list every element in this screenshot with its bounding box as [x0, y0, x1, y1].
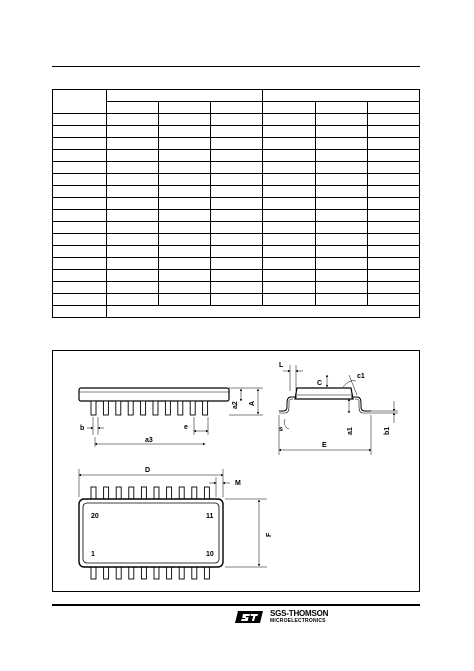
table-sub-header-cell — [315, 102, 367, 114]
side-lead-pin — [103, 401, 108, 415]
label-s: s — [279, 426, 283, 433]
table-row-label-cell — [53, 210, 107, 222]
table-cell — [211, 258, 263, 270]
table-cell — [263, 234, 315, 246]
table-cell — [159, 174, 211, 186]
table-header-row — [53, 102, 420, 114]
table-cell — [263, 174, 315, 186]
label-c1: c1 — [357, 373, 365, 380]
table-cell — [367, 162, 419, 174]
table-cell — [159, 162, 211, 174]
table-cell — [159, 150, 211, 162]
table-cell — [367, 222, 419, 234]
table-cell — [263, 138, 315, 150]
table-cell — [159, 222, 211, 234]
label-b1: b1 — [384, 426, 391, 435]
table-cell — [107, 114, 159, 126]
table-cell — [367, 198, 419, 210]
table-cell — [263, 210, 315, 222]
top-rule — [52, 66, 420, 67]
table-group-header-cell — [263, 90, 420, 102]
table-cell — [315, 126, 367, 138]
bottom-rule — [52, 604, 420, 606]
table-sub-header-cell — [263, 102, 315, 114]
table-row — [53, 126, 420, 138]
pin-label-20: 20 — [91, 513, 99, 520]
table-row — [53, 246, 420, 258]
table-cell — [315, 174, 367, 186]
table-sub-header-cell — [159, 102, 211, 114]
side-lead-pin — [153, 401, 158, 415]
table-row — [53, 234, 420, 246]
table-cell — [107, 210, 159, 222]
table-cell — [367, 150, 419, 162]
table-cell — [211, 198, 263, 210]
table-cell — [367, 282, 419, 294]
table-cell — [315, 270, 367, 282]
table-cell — [159, 126, 211, 138]
label-A: A — [249, 400, 256, 406]
table-cell — [211, 114, 263, 126]
table-cell — [159, 138, 211, 150]
table-row-label-cell — [53, 234, 107, 246]
pin-label-11: 11 — [206, 513, 214, 520]
table-cell — [315, 114, 367, 126]
table-cell — [367, 234, 419, 246]
table-cell — [107, 150, 159, 162]
table-cell — [107, 138, 159, 150]
table-cell — [211, 246, 263, 258]
table-cell — [367, 270, 419, 282]
label-a3: a3 — [145, 437, 153, 444]
pin-label-10: 10 — [206, 551, 214, 558]
side-lead-pin — [203, 401, 208, 415]
table-row-label-cell — [53, 114, 107, 126]
end-view — [279, 362, 398, 455]
table-cell — [263, 246, 315, 258]
table-row-label-cell — [53, 222, 107, 234]
table-cell — [107, 174, 159, 186]
table-cell — [367, 138, 419, 150]
table-row — [53, 294, 420, 306]
label-F: F — [266, 532, 273, 537]
table-cell — [159, 282, 211, 294]
table-cell — [315, 150, 367, 162]
table-cell — [159, 210, 211, 222]
table-row-label-cell — [53, 186, 107, 198]
table-cell — [159, 234, 211, 246]
table-row-label-cell — [53, 246, 107, 258]
label-a1: a1 — [347, 427, 354, 435]
company-name: SGS-THOMSON — [270, 609, 329, 618]
side-lead-pin — [141, 401, 146, 415]
table-header-row — [53, 90, 420, 102]
label-e: e — [184, 424, 188, 431]
table-cell — [211, 222, 263, 234]
table-row-label-cell — [53, 150, 107, 162]
side-lead-pin — [190, 401, 195, 415]
table-cell — [159, 270, 211, 282]
table-cell — [263, 258, 315, 270]
table-cell — [315, 234, 367, 246]
table-cell — [107, 282, 159, 294]
table-cell — [107, 162, 159, 174]
table-cell — [367, 114, 419, 126]
table-sub-header-cell — [367, 102, 419, 114]
table-cell — [211, 150, 263, 162]
table-row — [53, 114, 420, 126]
table-row — [53, 174, 420, 186]
table-cell — [367, 126, 419, 138]
table-cell — [315, 282, 367, 294]
table-cell — [263, 222, 315, 234]
label-L: L — [279, 362, 284, 369]
table-row — [53, 198, 420, 210]
side-lead-pin — [116, 401, 121, 415]
table-cell — [107, 246, 159, 258]
table-cell — [263, 162, 315, 174]
table-cell — [315, 210, 367, 222]
table-corner-cell — [53, 90, 107, 114]
table-row-label-cell — [53, 294, 107, 306]
table-cell — [315, 162, 367, 174]
table-row — [53, 186, 420, 198]
label-C: C — [317, 380, 323, 387]
table-sub-header-cell — [107, 102, 159, 114]
table-cell — [263, 186, 315, 198]
table-cell — [263, 270, 315, 282]
table-cell — [159, 294, 211, 306]
table-cell — [107, 186, 159, 198]
top-view — [79, 467, 273, 579]
table-cell — [211, 162, 263, 174]
table-cell — [211, 282, 263, 294]
table-cell — [263, 294, 315, 306]
table-cell — [107, 222, 159, 234]
table-cell — [211, 138, 263, 150]
label-E: E — [322, 442, 327, 449]
company-logo — [234, 610, 264, 624]
table-cell — [315, 186, 367, 198]
table-cell — [315, 198, 367, 210]
package-drawing-frame — [52, 350, 420, 592]
table-row-label-cell — [53, 270, 107, 282]
table-row — [53, 150, 420, 162]
table-group-header-cell — [107, 90, 263, 102]
table-cell — [211, 174, 263, 186]
table-row — [53, 210, 420, 222]
table-cell — [211, 234, 263, 246]
label-M: M — [235, 480, 241, 487]
table-cell — [159, 114, 211, 126]
label-b: b — [80, 425, 85, 432]
table-cell — [367, 258, 419, 270]
table-cell — [263, 150, 315, 162]
table-cell — [315, 258, 367, 270]
table-merged-cell — [107, 306, 420, 318]
table-row-label-cell — [53, 258, 107, 270]
label-D: D — [145, 467, 151, 474]
table-row — [53, 258, 420, 270]
table-cell — [367, 246, 419, 258]
table-cell — [211, 294, 263, 306]
label-a2: a2 — [232, 401, 239, 409]
package-outline-drawing — [53, 351, 419, 591]
table-cell — [107, 270, 159, 282]
table-row — [53, 306, 420, 318]
table-cell — [107, 198, 159, 210]
table-cell — [159, 258, 211, 270]
table-row-label-cell — [53, 126, 107, 138]
table-cell — [107, 234, 159, 246]
table-row-label-cell — [53, 198, 107, 210]
dimensions-table — [52, 89, 420, 318]
table-row — [53, 162, 420, 174]
table-cell — [263, 282, 315, 294]
side-lead-pin — [91, 401, 96, 415]
table-cell — [107, 258, 159, 270]
side-view — [79, 388, 263, 447]
table-cell — [315, 138, 367, 150]
table-cell — [367, 174, 419, 186]
side-lead-pin — [128, 401, 133, 415]
table-cell — [315, 222, 367, 234]
table-row-label-cell — [53, 282, 107, 294]
table-cell — [367, 186, 419, 198]
table-cell — [263, 126, 315, 138]
table-cell — [211, 186, 263, 198]
side-lead-pin — [165, 401, 170, 415]
company-subtitle: MICROELECTRONICS — [270, 618, 326, 624]
side-lead-pin — [178, 401, 183, 415]
table-cell — [107, 294, 159, 306]
table-row-label-cell — [53, 138, 107, 150]
table-cell — [315, 294, 367, 306]
table-row — [53, 282, 420, 294]
table-sub-header-cell — [211, 102, 263, 114]
table-row-label-cell — [53, 174, 107, 186]
table-cell — [107, 126, 159, 138]
table-cell — [263, 198, 315, 210]
table-row — [53, 138, 420, 150]
table-cell — [263, 114, 315, 126]
table-cell — [159, 186, 211, 198]
table-cell — [211, 126, 263, 138]
side-view-pins — [91, 401, 208, 415]
table-cell — [367, 210, 419, 222]
table-cell — [315, 246, 367, 258]
table-row-label-cell — [53, 306, 107, 318]
pin-label-1: 1 — [91, 551, 95, 558]
table-cell — [211, 210, 263, 222]
table-cell — [367, 294, 419, 306]
table-cell — [159, 246, 211, 258]
table-row — [53, 222, 420, 234]
table-cell — [211, 270, 263, 282]
table-cell — [159, 198, 211, 210]
table-row — [53, 270, 420, 282]
table-row-label-cell — [53, 162, 107, 174]
